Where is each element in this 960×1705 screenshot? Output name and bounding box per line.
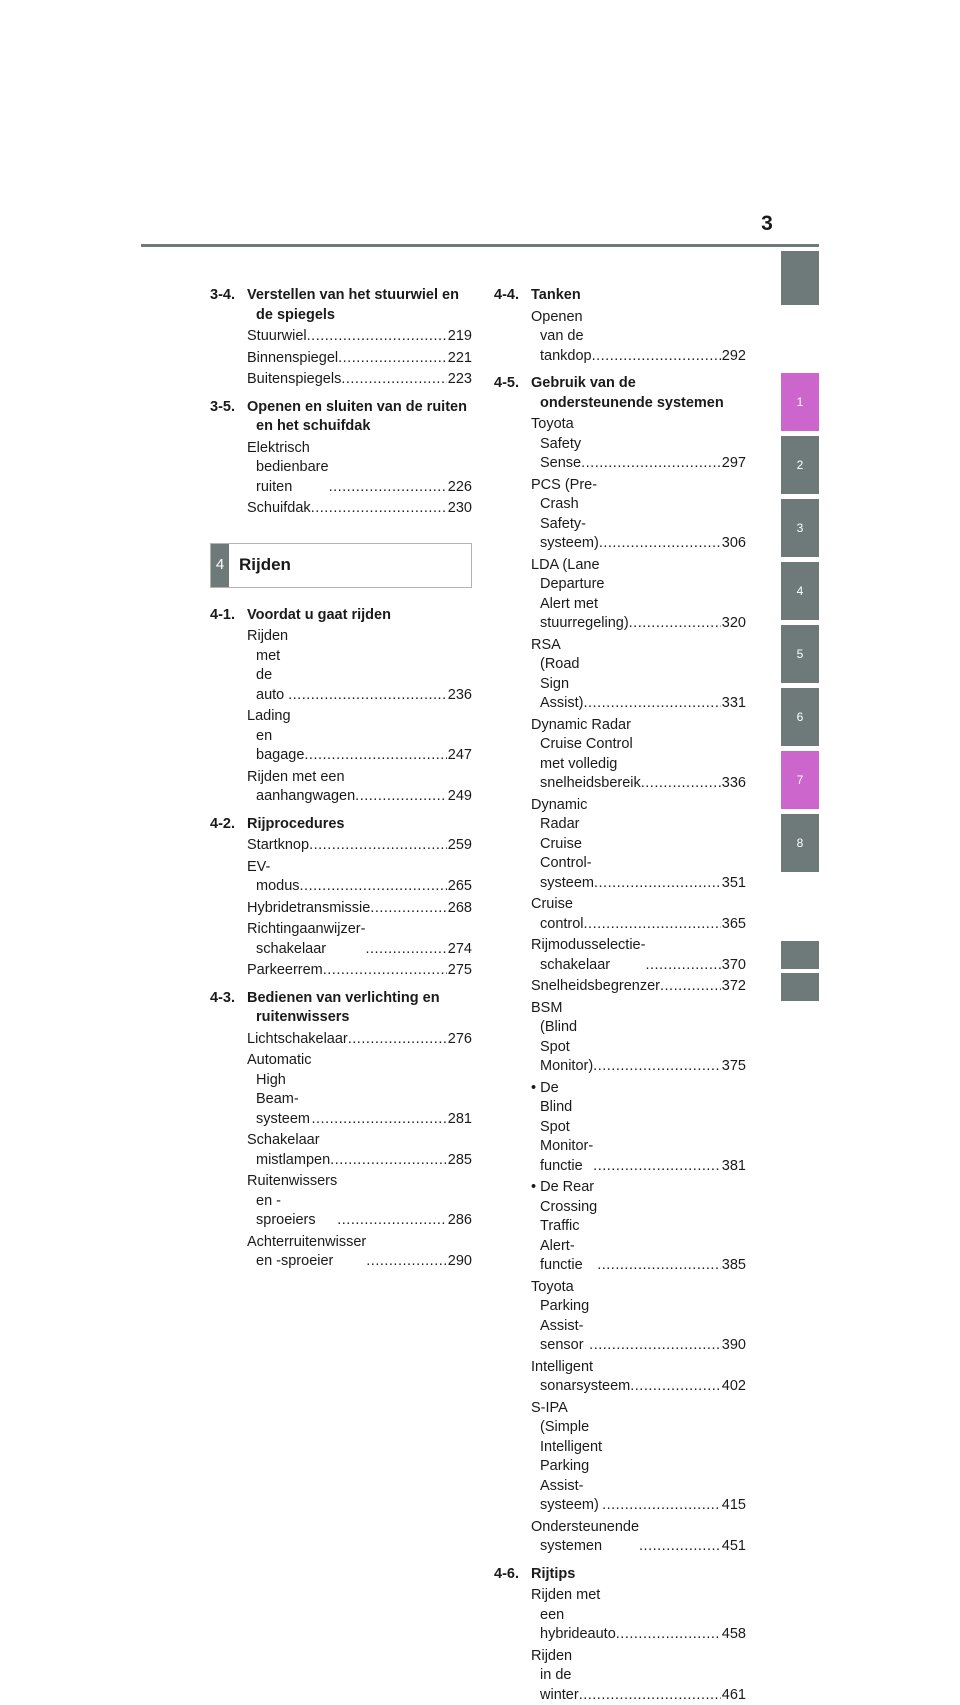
- header-rule: [141, 244, 819, 247]
- toc-entry[interactable]: [247, 327, 472, 347]
- toc-entry[interactable]: [531, 999, 746, 1077]
- entry-title: Parkeerrem: [247, 961, 323, 981]
- toc-entry[interactable]: [531, 1079, 746, 1177]
- entry-title: Toyota Safety Sense: [531, 415, 581, 474]
- toc-section-heading: [210, 398, 472, 437]
- toc-section-heading: [494, 286, 746, 306]
- entry-page-number: 247: [447, 746, 472, 766]
- toc-entry[interactable]: [247, 439, 472, 498]
- toc-entry[interactable]: [247, 920, 472, 959]
- section-title: Rijprocedures: [247, 815, 472, 835]
- dot-leader: [581, 454, 721, 474]
- entry-page-number: 286: [447, 1211, 472, 1231]
- entry-title: Snelheidsbegrenzer: [531, 977, 660, 997]
- entry-page-number: 249: [447, 787, 472, 807]
- dot-leader: [311, 1110, 446, 1130]
- entry-title: Dynamic Radar Cruise Control met volledig snelheidsbereik: [531, 716, 641, 794]
- chapter-tab[interactable]: [781, 941, 819, 969]
- dot-leader: [348, 1030, 447, 1050]
- toc-entry[interactable]: [531, 476, 746, 554]
- entry-page-number: 370: [721, 956, 746, 976]
- entry-title: Schakelaar mistlampen: [247, 1131, 330, 1170]
- entry-title: Toyota Parking Assist-sensor: [531, 1278, 589, 1356]
- section-title: Gebruik van de ondersteunende systemen: [531, 374, 746, 413]
- chapter-tab[interactable]: 2: [781, 436, 819, 494]
- entry-title: Hybridetransmissie: [247, 899, 370, 919]
- toc-entry[interactable]: [247, 707, 472, 766]
- entry-title: EV-modus: [247, 858, 300, 897]
- entry-page-number: 219: [447, 327, 472, 347]
- toc-entry[interactable]: [247, 1051, 472, 1129]
- toc-entry[interactable]: [247, 836, 472, 856]
- toc-entry[interactable]: [247, 1030, 472, 1050]
- section-number: 4-6.: [494, 1565, 531, 1585]
- toc-left-after: [210, 606, 472, 1272]
- toc-entry[interactable]: [247, 1233, 472, 1272]
- section-number: 4-3.: [210, 989, 247, 1028]
- entry-title: S-IPA (Simple Intelligent Parking Assist-systeem): [531, 1399, 602, 1516]
- entry-title: Openen van de tankdop: [531, 308, 592, 367]
- chapter-tab[interactable]: 5: [781, 625, 819, 683]
- dot-leader: [639, 1537, 721, 1557]
- entry-page-number: 275: [447, 961, 472, 981]
- toc-entry[interactable]: [247, 1172, 472, 1231]
- chapter-tab[interactable]: [781, 251, 819, 305]
- dot-leader: [309, 836, 447, 856]
- toc-entry[interactable]: [531, 796, 746, 894]
- toc-entry[interactable]: [247, 899, 472, 919]
- entry-page-number: 281: [447, 1110, 472, 1130]
- dot-leader: [599, 534, 721, 554]
- entry-page-number: 274: [447, 940, 472, 960]
- entry-title: Lichtschakelaar: [247, 1030, 348, 1050]
- dot-leader: [337, 1211, 447, 1231]
- dot-leader: [641, 774, 721, 794]
- chapter-tabs: [781, 0, 819, 1358]
- toc-entry[interactable]: [247, 370, 472, 390]
- entry-title: Rijden met een aanhangwagen: [247, 768, 355, 807]
- entry-page-number: 372: [721, 977, 746, 997]
- dot-leader: [365, 940, 446, 960]
- dot-leader: [300, 877, 447, 897]
- toc-entry[interactable]: [247, 768, 472, 807]
- dot-leader: [338, 349, 447, 369]
- dot-leader: [602, 1496, 721, 1516]
- entry-title: LDA (Lane Departure Alert met stuurregeling): [531, 556, 629, 634]
- toc-section-heading: [494, 374, 746, 413]
- toc-entry[interactable]: [247, 1131, 472, 1170]
- toc-entry[interactable]: [531, 1518, 746, 1557]
- entry-page-number: 236: [447, 686, 472, 706]
- entry-title: • De Rear Crossing Traffic Alert-functie: [531, 1178, 597, 1276]
- dot-leader: [589, 1336, 721, 1356]
- entry-page-number: 390: [721, 1336, 746, 1356]
- dot-leader: [330, 1151, 447, 1171]
- entry-page-number: 336: [721, 774, 746, 794]
- dot-leader: [323, 961, 447, 981]
- section-title: Verstellen van het stuurwiel en de spiegels: [247, 286, 472, 325]
- toc-left-column: [210, 286, 472, 1272]
- entry-title: Rijden met een hybrideauto: [531, 1586, 616, 1645]
- dot-leader: [593, 1057, 721, 1077]
- entry-title: • De Blind Spot Monitor-functie: [531, 1079, 593, 1177]
- toc-entry[interactable]: [247, 858, 472, 897]
- dot-leader: [597, 1256, 721, 1276]
- toc-entry[interactable]: [531, 716, 746, 794]
- entry-page-number: 268: [447, 899, 472, 919]
- entry-title: PCS (Pre-Crash Safety-systeem): [531, 476, 599, 554]
- entry-title: Dynamic Radar Cruise Control-systeem: [531, 796, 594, 894]
- toc-entry[interactable]: [531, 895, 746, 934]
- toc-section-heading: [494, 1565, 746, 1585]
- dot-leader: [660, 977, 721, 997]
- chapter-tab[interactable]: 6: [781, 688, 819, 746]
- section-title: Tanken: [531, 286, 746, 306]
- dot-leader: [579, 1686, 721, 1705]
- entry-page-number: 276: [447, 1030, 472, 1050]
- toc-right-list: [494, 286, 746, 1705]
- entry-page-number: 320: [721, 614, 746, 634]
- toc-right-column: [494, 286, 746, 1705]
- dot-leader: [304, 746, 446, 766]
- entry-page-number: 226: [447, 478, 472, 498]
- chapter-header: [210, 543, 472, 588]
- section-title: Openen en sluiten van de ruiten en het schuifdak: [247, 398, 472, 437]
- dot-leader: [594, 874, 721, 894]
- toc-entry[interactable]: [531, 1358, 746, 1397]
- dot-leader: [593, 1157, 721, 1177]
- toc-section-heading: [210, 989, 472, 1028]
- dot-leader: [630, 1377, 721, 1397]
- toc-entry[interactable]: [531, 977, 746, 997]
- section-number: 4-1.: [210, 606, 247, 626]
- chapter-tab[interactable]: 8: [781, 814, 819, 872]
- entry-title: Buitenspiegels: [247, 370, 341, 390]
- toc-entry[interactable]: [247, 349, 472, 369]
- entry-title: Rijmodusselectie-schakelaar: [531, 936, 645, 975]
- entry-page-number: 285: [447, 1151, 472, 1171]
- section-title: Rijtips: [531, 1565, 746, 1585]
- chapter-tab[interactable]: 7: [781, 751, 819, 809]
- entry-page-number: 306: [721, 534, 746, 554]
- chapter-title: Rijden: [229, 544, 291, 587]
- dot-leader: [311, 499, 447, 519]
- toc-entry[interactable]: [531, 556, 746, 634]
- section-title: Voordat u gaat rijden: [247, 606, 472, 626]
- entry-title: Schuifdak: [247, 499, 311, 519]
- dot-leader: [616, 1625, 721, 1645]
- chapter-tab[interactable]: [781, 973, 819, 1001]
- entry-page-number: 402: [721, 1377, 746, 1397]
- entry-title: Intelligent sonarsysteem: [531, 1358, 630, 1397]
- entry-title: Ondersteunende systemen: [531, 1518, 639, 1557]
- entry-title: Lading en bagage: [247, 707, 304, 766]
- dot-leader: [645, 956, 720, 976]
- entry-title: Ruitenwissers en -sproeiers: [247, 1172, 337, 1231]
- section-title: Bedienen van verlichting en ruitenwissers: [247, 989, 472, 1028]
- entry-page-number: 297: [721, 454, 746, 474]
- entry-page-number: 461: [721, 1686, 746, 1705]
- entry-title: Achterruitenwisser en -sproeier: [247, 1233, 366, 1272]
- entry-page-number: 375: [721, 1057, 746, 1077]
- entry-page-number: 331: [721, 694, 746, 714]
- dot-leader: [341, 370, 446, 390]
- dot-leader: [370, 899, 447, 919]
- dot-leader: [307, 327, 447, 347]
- entry-page-number: 365: [721, 915, 746, 935]
- toc-left-before: [210, 286, 472, 519]
- toc-entry[interactable]: [247, 499, 472, 519]
- entry-title: Richtingaanwijzer-schakelaar: [247, 920, 365, 959]
- toc-section-heading: [210, 815, 472, 835]
- entry-page-number: 230: [447, 499, 472, 519]
- section-number: 3-5.: [210, 398, 247, 437]
- dot-leader: [584, 915, 721, 935]
- entry-page-number: 458: [721, 1625, 746, 1645]
- dot-leader: [366, 1252, 447, 1272]
- toc-section-heading: [210, 286, 472, 325]
- entry-title: Stuurwiel: [247, 327, 307, 347]
- entry-title: Automatic High Beam-systeem: [247, 1051, 311, 1129]
- section-number: 4-5.: [494, 374, 531, 413]
- chapter-number: 4: [211, 544, 229, 587]
- toc-entry[interactable]: [531, 1647, 746, 1705]
- entry-title: Binnenspiegel: [247, 349, 338, 369]
- entry-title: RSA (Road Sign Assist): [531, 636, 584, 714]
- toc-entry[interactable]: [531, 1178, 746, 1276]
- toc-entry[interactable]: [531, 1399, 746, 1516]
- page-number: 3: [752, 212, 782, 236]
- toc-entry[interactable]: [531, 636, 746, 714]
- entry-page-number: 223: [447, 370, 472, 390]
- toc-entry[interactable]: [531, 936, 746, 975]
- toc-entry[interactable]: [247, 961, 472, 981]
- entry-page-number: 259: [447, 836, 472, 856]
- entry-page-number: 415: [721, 1496, 746, 1516]
- dot-leader: [355, 787, 447, 807]
- dot-leader: [584, 694, 721, 714]
- toc-entry[interactable]: [247, 627, 472, 705]
- entry-title: Elektrisch bedienbare ruiten: [247, 439, 329, 498]
- entry-page-number: 451: [721, 1537, 746, 1557]
- chapter-tab[interactable]: 4: [781, 562, 819, 620]
- section-number: 4-4.: [494, 286, 531, 306]
- entry-page-number: 265: [447, 877, 472, 897]
- toc-entry[interactable]: [531, 415, 746, 474]
- toc-entry[interactable]: [531, 308, 746, 367]
- section-number: 3-4.: [210, 286, 247, 325]
- dot-leader: [329, 478, 447, 498]
- entry-title: BSM (Blind Spot Monitor): [531, 999, 593, 1077]
- entry-page-number: 385: [721, 1256, 746, 1276]
- toc-entry[interactable]: [531, 1278, 746, 1356]
- dot-leader: [592, 347, 721, 367]
- entry-page-number: 292: [721, 347, 746, 367]
- entry-title: Cruise control: [531, 895, 584, 934]
- entry-page-number: 351: [721, 874, 746, 894]
- chapter-tab[interactable]: 1: [781, 373, 819, 431]
- entry-page-number: 221: [447, 349, 472, 369]
- dot-leader: [288, 686, 447, 706]
- chapter-tab[interactable]: 3: [781, 499, 819, 557]
- entry-page-number: 381: [721, 1157, 746, 1177]
- toc-entry[interactable]: [531, 1586, 746, 1645]
- toc-section-heading: [210, 606, 472, 626]
- entry-page-number: 290: [447, 1252, 472, 1272]
- dot-leader: [629, 614, 721, 634]
- entry-title: Startknop: [247, 836, 309, 856]
- entry-title: Rijden in de winter: [531, 1647, 579, 1705]
- section-number: 4-2.: [210, 815, 247, 835]
- entry-title: Rijden met de auto: [247, 627, 288, 705]
